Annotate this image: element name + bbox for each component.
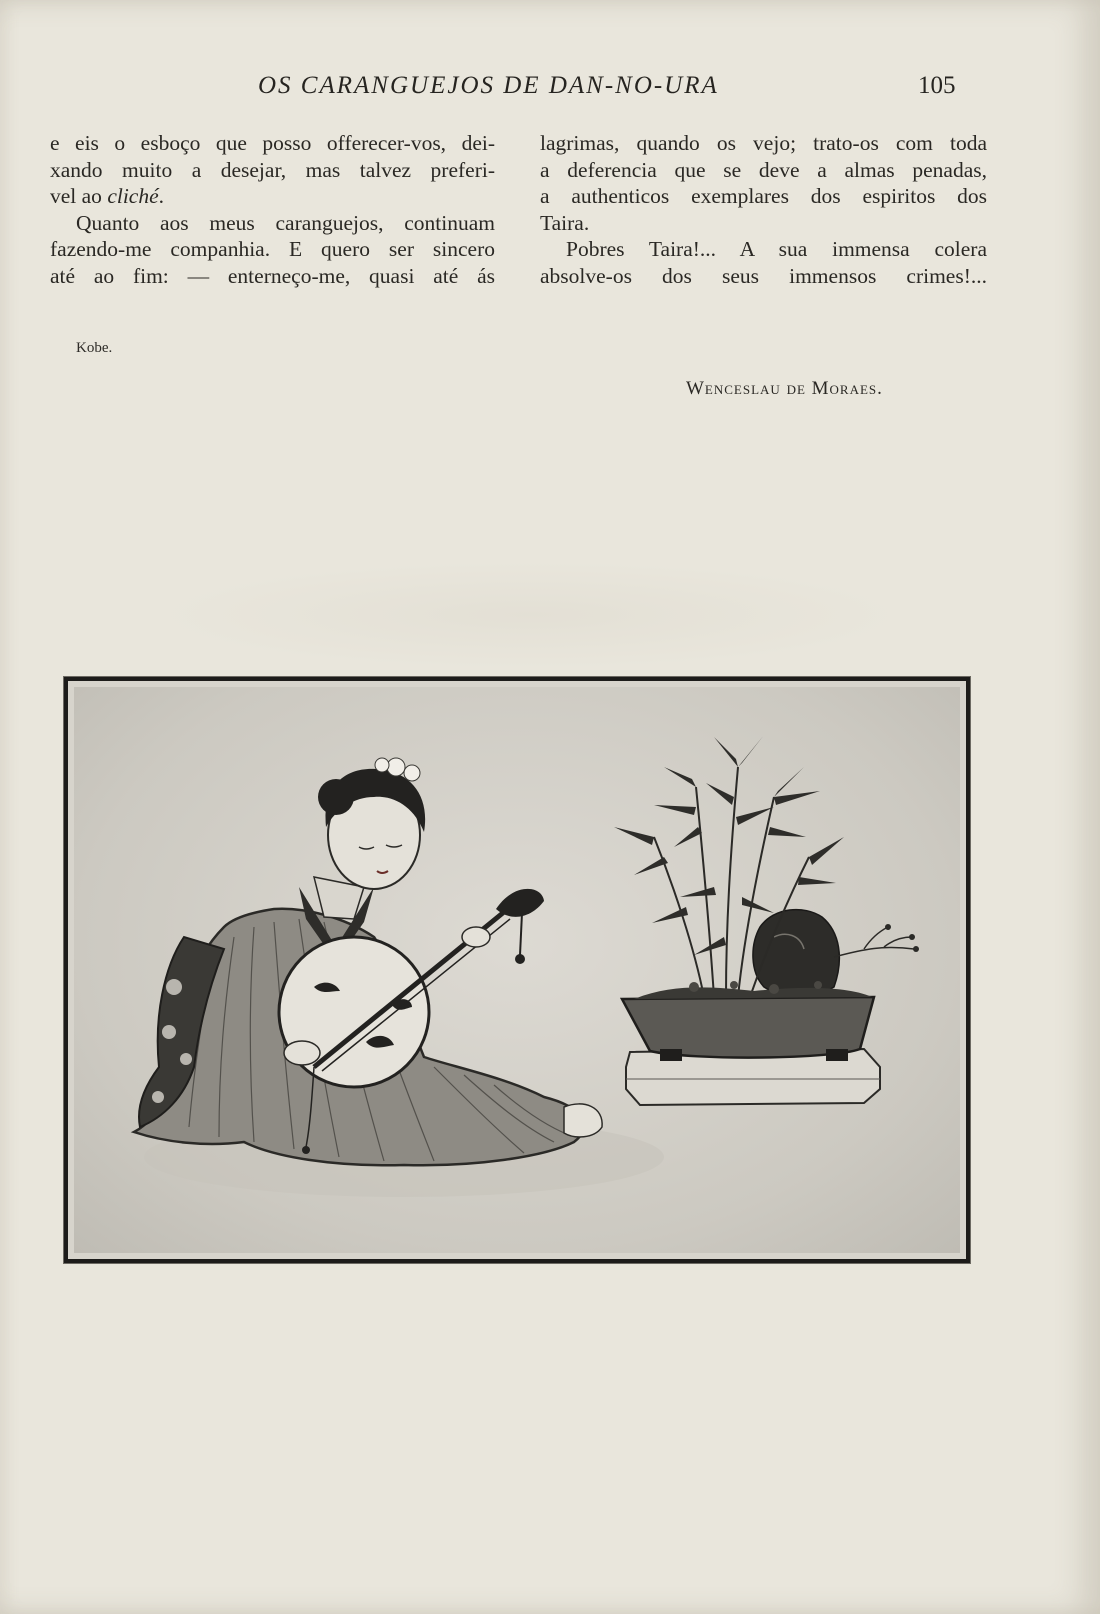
text-line: xando muito a desejar, mas talvez preferi- <box>50 157 495 182</box>
bonsai-pot <box>622 997 874 1058</box>
illustration-plate <box>64 677 970 1263</box>
illustration-drawing <box>74 687 960 1253</box>
text-line: Taira. <box>540 210 590 235</box>
bare-foot <box>564 1104 602 1137</box>
page-number: 105 <box>918 72 956 99</box>
running-head <box>0 72 1100 108</box>
text-fragment: . <box>158 184 165 209</box>
italic-word: cliché <box>107 184 159 209</box>
text-line: lagrimas, quando os vejo; trato-os com toda <box>540 131 987 155</box>
running-title: OS CARANGUEJOS DE DAN-NO-URA <box>258 72 719 99</box>
lute-head <box>496 889 544 917</box>
hair-bun <box>318 779 354 815</box>
text-line: fazendo-me companhia. E quero ser sincero <box>50 237 495 262</box>
lute-tassel <box>520 913 522 955</box>
left-hand <box>462 927 490 947</box>
text-line: absolve-os dos seus immensos crimes!... <box>540 263 987 288</box>
pot-foot <box>660 1049 682 1061</box>
text-line: a deferencia que se deve a almas penadas, <box>540 157 987 182</box>
flowering-branch <box>834 927 914 957</box>
right-text-column <box>540 130 987 290</box>
left-text-column <box>50 130 495 290</box>
text-line: até ao fim: — enterneço-me, quasi até ás <box>50 263 495 288</box>
text-line: e eis o esboço que posso offerecer-vos, dei- <box>50 131 495 155</box>
illustration-area <box>74 687 960 1253</box>
text-line: a authenticos exemplares dos espiritos dos <box>540 184 987 209</box>
place-name: Kobe. <box>76 340 113 356</box>
paper-stain <box>150 560 910 670</box>
author-signature: Wenceslau de Moraes. <box>686 378 883 399</box>
text-fragment: vel ao <box>50 184 108 209</box>
paragraph-start-line: Pobres Taira!... A sua immensa colera <box>566 237 987 262</box>
paragraph-start-line: Quanto aos meus caranguejos, continuam <box>76 210 495 235</box>
right-hand <box>284 1041 320 1065</box>
text-line <box>50 183 495 210</box>
